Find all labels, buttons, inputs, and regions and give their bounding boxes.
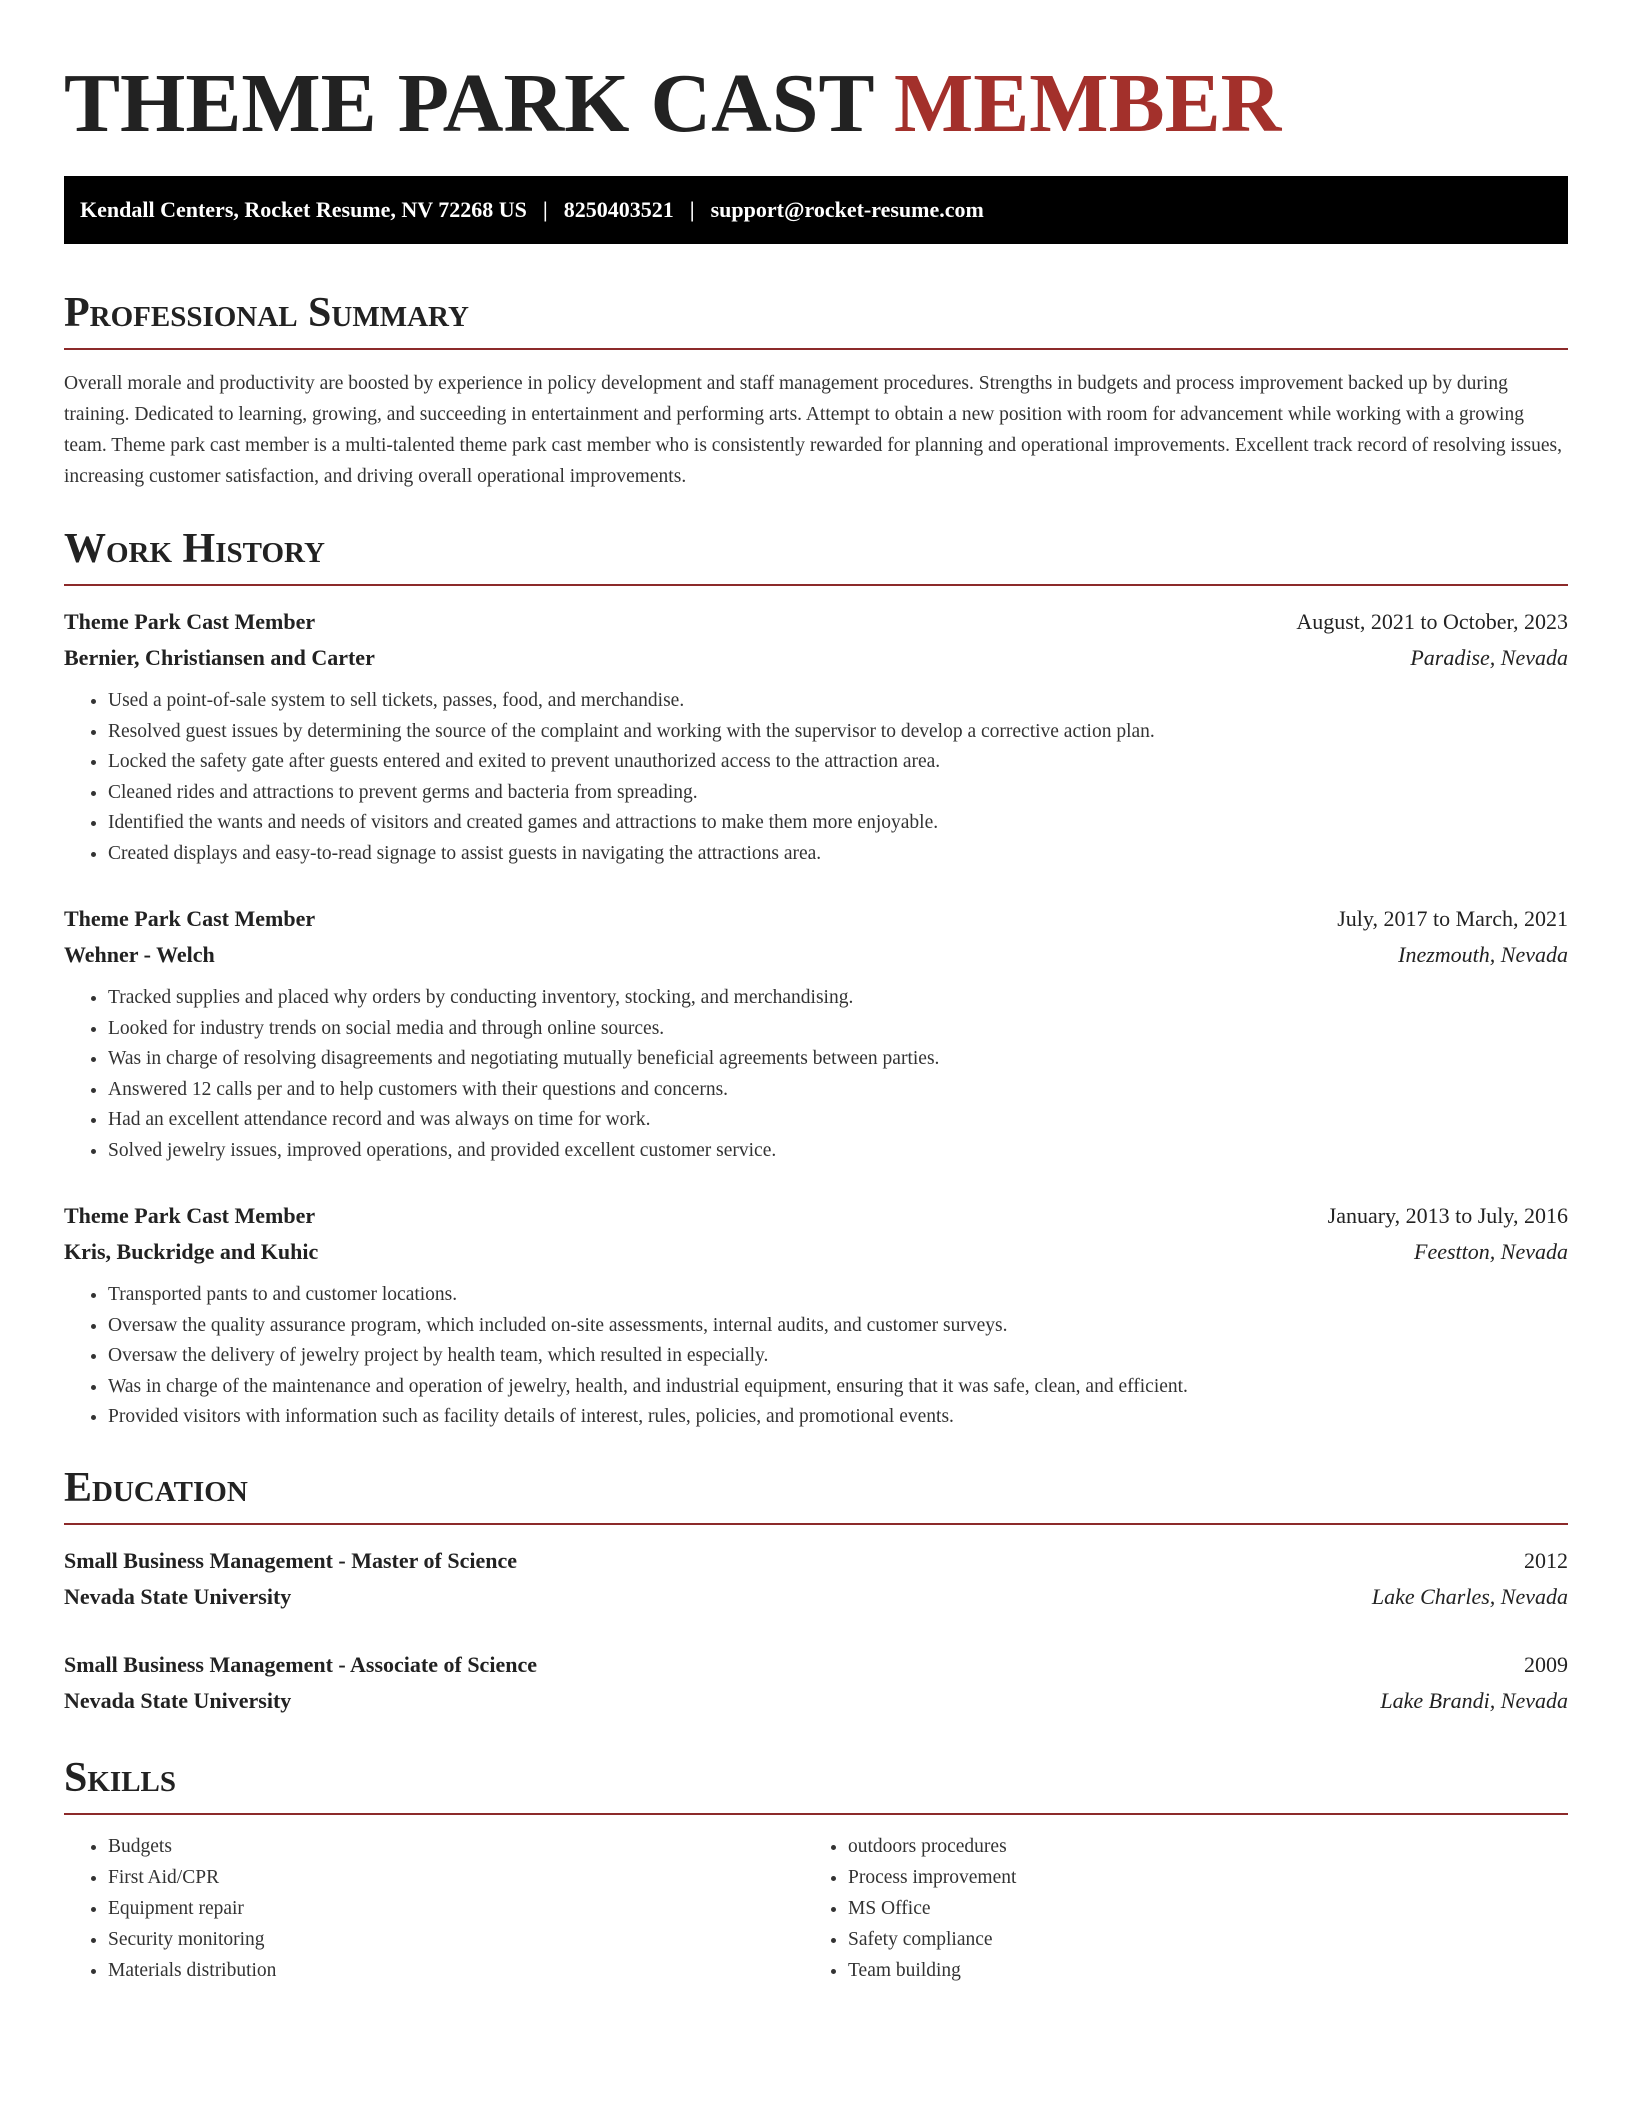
education-degree: Small Business Management - Master of Science [64,1547,517,1573]
skill-item: • First Aid/CPR [108,1862,804,1893]
skills-heading: Skills [64,1753,1568,1815]
job-subheader [64,937,1568,973]
skill-item: • Safety compliance [848,1924,1544,1955]
education-header [64,1543,1568,1579]
skill-item: • MS Office [848,1893,1544,1924]
skills-section [64,1753,1568,1986]
education-header [64,1647,1568,1683]
skills-grid [64,1831,1568,1986]
job-dates: August, 2021 to October, 2023 [1296,609,1568,634]
job-title: Theme Park Cast Member [64,906,316,931]
skill-item: • Materials distribution [108,1955,804,1986]
contact-separator: | [689,197,695,222]
job-entry [64,604,1568,869]
job-location: Inezmouth, Nevada [1398,942,1568,967]
title-main: THEME PARK CAST [64,57,873,150]
education-section [64,1463,1568,1719]
education-entry [64,1647,1568,1719]
job-bullet: • Oversaw the delivery of jewelry project by health team, which resulted in especially. [108,1341,1568,1372]
job-header [64,1198,1568,1234]
job-bullets [64,983,1568,1166]
summary-text: Overall morale and productivity are boosted by experience in policy development and staff management procedures. Strengths in budgets and process improvement backed up by during training. Dedicated to learning, growing, and succeeding in entertainment and performing arts. Attempt to obtain a new position with room for advancement while working with a growing team. Theme park cast member is a multi-talented theme park cast member who is consistently rewarded for planning and operational improvements. Excellent track record of resolving issues, increasing customer satisfaction, and driving overall operational improvements. [64,373,1562,487]
job-location: Feestton, Nevada [1414,1239,1568,1264]
job-bullet: • Was in charge of the maintenance and operation of jewelry, health, and industrial equipment, ensuring that it was safe, clean, and efficient. [108,1372,1568,1403]
skill-item: • Security monitoring [108,1924,804,1955]
contact-address: Kendall Centers, Rocket Resume, NV 72268 US [80,197,527,222]
job-title: Theme Park Cast Member [64,609,316,634]
job-location: Paradise, Nevada [1410,645,1568,670]
job-bullet: • Cleaned rides and attractions to prevent germs and bacteria from spreading. [108,778,1568,809]
job-bullet: • Transported pants to and customer locations. [108,1280,1568,1311]
job-dates: July, 2017 to March, 2021 [1337,906,1568,931]
skill-item: • Process improvement [848,1862,1544,1893]
job-bullet: • Resolved guest issues by determining the source of the complaint and working with the supervisor to develop a corrective action plan. [108,717,1568,748]
job-header [64,604,1568,640]
work-history-heading: Work History [64,524,1568,586]
education-school: Nevada State University [64,1583,292,1609]
job-header [64,901,1568,937]
job-bullet: • Oversaw the quality assurance program, which included on-site assessments, internal audits, and customer surveys. [108,1311,1568,1342]
skill-item: • outdoors procedures [848,1831,1544,1862]
education-school: Nevada State University [64,1687,292,1713]
work-history-section [64,524,1568,1433]
job-company: Kris, Buckridge and Kuhic [64,1239,319,1264]
job-subheader [64,640,1568,676]
job-company: Bernier, Christiansen and Carter [64,645,375,670]
education-subheader [64,1579,1568,1615]
job-bullet: • Locked the safety gate after guests entered and exited to prevent unauthorized access to the attraction area. [108,747,1568,778]
skills-column-left [64,1831,804,1986]
skill-item: • Equipment repair [108,1893,804,1924]
education-heading: Education [64,1463,1568,1525]
skill-item: • Budgets [108,1831,804,1862]
job-bullet: • Identified the wants and needs of visitors and created games and attractions to make them more enjoyable. [108,808,1568,839]
education-subheader [64,1683,1568,1719]
job-bullet: • Was in charge of resolving disagreements and negotiating mutually beneficial agreements between parties. [108,1044,1568,1075]
education-year: 2012 [1524,1547,1568,1573]
skill-item: • Team building [848,1955,1544,1986]
job-bullet: • Used a point-of-sale system to sell tickets, passes, food, and merchandise. [108,686,1568,717]
contact-bar [64,176,1568,244]
job-bullet: • Had an excellent attendance record and was always on time for work. [108,1105,1568,1136]
contact-separator: | [542,197,548,222]
job-title: Theme Park Cast Member [64,1203,316,1228]
job-bullet: • Provided visitors with information such as facility details of interest, rules, policies, and promotional events. [108,1402,1568,1433]
education-location: Lake Brandi, Nevada [1380,1687,1568,1713]
job-bullet: • Answered 12 calls per and to help customers with their questions and concerns. [108,1075,1568,1106]
education-degree: Small Business Management - Associate of Science [64,1651,537,1677]
education-year: 2009 [1524,1651,1568,1677]
job-bullet: • Solved jewelry issues, improved operations, and provided excellent customer service. [108,1136,1568,1167]
job-bullet: • Looked for industry trends on social media and through online sources. [108,1014,1568,1045]
summary-section [64,288,1568,492]
job-bullets [64,1280,1568,1433]
summary-heading: Professional Summary [64,288,1568,350]
job-bullets [64,686,1568,869]
education-location: Lake Charles, Nevada [1371,1583,1568,1609]
resume-title [64,56,1568,152]
job-bullet: • Tracked supplies and placed why orders by conducting inventory, stocking, and merchandising. [108,983,1568,1014]
title-accent: MEMBER [894,57,1282,150]
contact-email: support@rocket-resume.com [710,197,984,222]
job-entry [64,1198,1568,1433]
job-company: Wehner - Welch [64,942,215,967]
education-entry [64,1543,1568,1615]
skills-column-right [804,1831,1544,1986]
job-bullet: • Created displays and easy-to-read signage to assist guests in navigating the attractions area. [108,839,1568,870]
contact-phone: 8250403521 [563,197,674,222]
job-entry [64,901,1568,1166]
job-dates: January, 2013 to July, 2016 [1327,1203,1568,1228]
job-subheader [64,1234,1568,1270]
